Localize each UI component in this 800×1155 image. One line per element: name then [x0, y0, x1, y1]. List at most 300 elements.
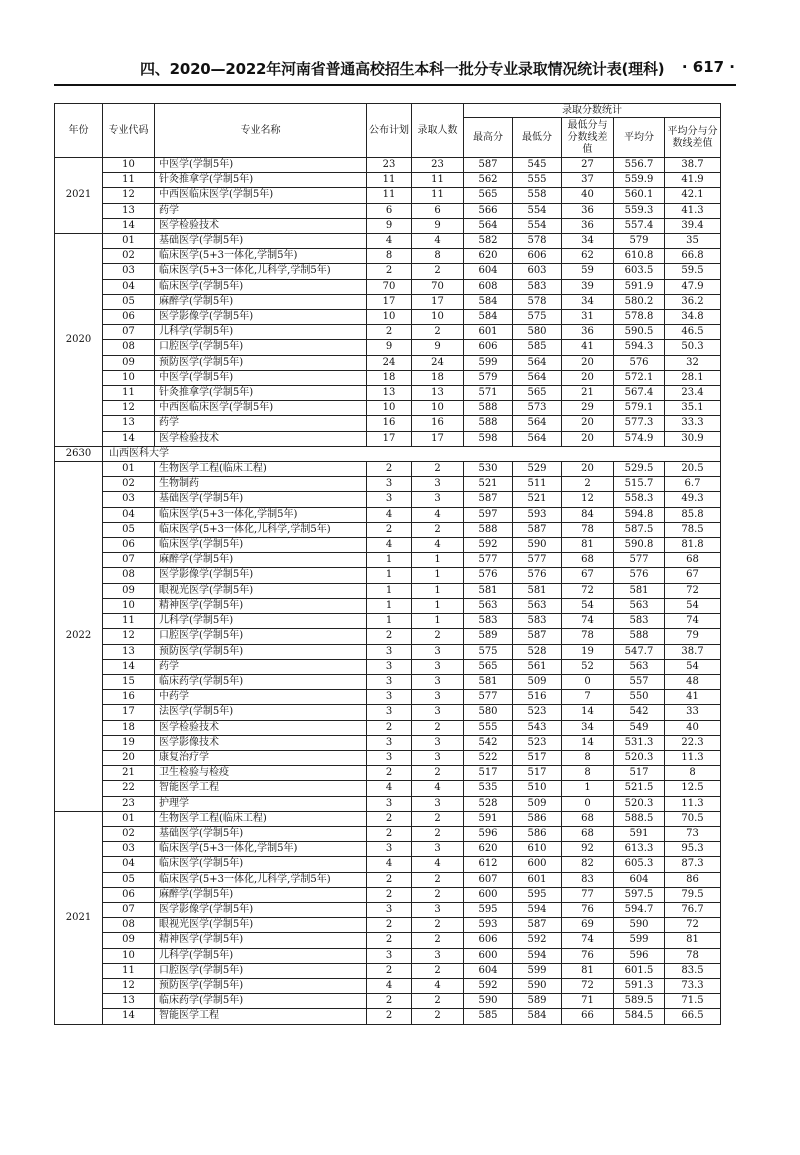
avg-score-cell: 577.3: [614, 416, 665, 431]
max-score-cell: 577: [464, 690, 513, 705]
admitted-cell: 3: [412, 659, 464, 674]
major-name-cell: 护理学: [155, 796, 367, 811]
table-row: [55, 994, 721, 1009]
planned-cell: 2: [367, 826, 412, 841]
table-row: [55, 796, 721, 811]
major-code-cell: 23: [103, 796, 155, 811]
max-score-cell: 576: [464, 568, 513, 583]
planned-cell: 3: [367, 902, 412, 917]
col-avg-diff: 平均分与分数线差值: [665, 118, 721, 158]
major-code-cell: 11: [103, 173, 155, 188]
planned-cell: 1: [367, 568, 412, 583]
planned-cell: 2: [367, 918, 412, 933]
major-code-cell: 10: [103, 158, 155, 173]
min-score-cell: 586: [513, 826, 562, 841]
planned-cell: 10: [367, 401, 412, 416]
major-code-cell: 04: [103, 279, 155, 294]
table-body: [55, 158, 721, 1025]
major-name-cell: 医学检验技术: [155, 218, 367, 233]
max-score-cell: 575: [464, 644, 513, 659]
avg-diff-cell: 22.3: [665, 735, 721, 750]
avg-score-cell: 590: [614, 918, 665, 933]
major-name-cell: 针灸推拿学(学制5年): [155, 386, 367, 401]
max-score-cell: 566: [464, 203, 513, 218]
max-score-cell: 601: [464, 325, 513, 340]
major-code-cell: 03: [103, 492, 155, 507]
admitted-cell: 10: [412, 310, 464, 325]
avg-diff-cell: 70.5: [665, 811, 721, 826]
table-row: [55, 781, 721, 796]
max-score-cell: 597: [464, 507, 513, 522]
admitted-cell: 3: [412, 492, 464, 507]
table-row: [55, 644, 721, 659]
avg-diff-cell: 54: [665, 659, 721, 674]
table-row: [55, 690, 721, 705]
min-score-cell: 587: [513, 918, 562, 933]
planned-cell: 2: [367, 264, 412, 279]
major-code-cell: 14: [103, 218, 155, 233]
major-code-cell: 21: [103, 766, 155, 781]
table-row: [55, 978, 721, 993]
planned-cell: 3: [367, 690, 412, 705]
planned-cell: 1: [367, 553, 412, 568]
table-row: [55, 659, 721, 674]
avg-diff-cell: 32: [665, 355, 721, 370]
planned-cell: 2: [367, 811, 412, 826]
min-score-cell: 594: [513, 948, 562, 963]
avg-diff-cell: 35: [665, 234, 721, 249]
min-diff-cell: 72: [562, 583, 614, 598]
min-diff-cell: 84: [562, 507, 614, 522]
min-diff-cell: 81: [562, 538, 614, 553]
avg-diff-cell: 41.3: [665, 203, 721, 218]
planned-cell: 2: [367, 994, 412, 1009]
table-row: [55, 477, 721, 492]
avg-diff-cell: 86: [665, 872, 721, 887]
table-row: [55, 842, 721, 857]
planned-cell: 2: [367, 872, 412, 887]
major-name-cell: 医学影像学(学制5年): [155, 568, 367, 583]
max-score-cell: 581: [464, 583, 513, 598]
max-score-cell: 591: [464, 811, 513, 826]
min-diff-cell: 12: [562, 492, 614, 507]
avg-score-cell: 587.5: [614, 522, 665, 537]
admitted-cell: 24: [412, 355, 464, 370]
min-score-cell: 523: [513, 705, 562, 720]
avg-diff-cell: 6.7: [665, 477, 721, 492]
avg-diff-cell: 23.4: [665, 386, 721, 401]
min-score-cell: 595: [513, 887, 562, 902]
min-diff-cell: 0: [562, 674, 614, 689]
major-name-cell: 医学检验技术: [155, 431, 367, 446]
major-name-cell: 中医学(学制5年): [155, 370, 367, 385]
major-code-cell: 09: [103, 583, 155, 598]
max-score-cell: 612: [464, 857, 513, 872]
avg-score-cell: 559.9: [614, 173, 665, 188]
avg-diff-cell: 33.3: [665, 416, 721, 431]
admitted-cell: 9: [412, 340, 464, 355]
min-diff-cell: 74: [562, 933, 614, 948]
major-name-cell: 针灸推拿学(学制5年): [155, 173, 367, 188]
max-score-cell: 565: [464, 659, 513, 674]
max-score-cell: 599: [464, 355, 513, 370]
table-row: [55, 614, 721, 629]
planned-cell: 6: [367, 203, 412, 218]
admitted-cell: 4: [412, 507, 464, 522]
major-code-cell: 10: [103, 598, 155, 613]
major-code-cell: 09: [103, 933, 155, 948]
min-diff-cell: 62: [562, 249, 614, 264]
major-name-cell: 基础医学(学制5年): [155, 826, 367, 841]
min-score-cell: 585: [513, 340, 562, 355]
admitted-cell: 16: [412, 416, 464, 431]
planned-cell: 3: [367, 842, 412, 857]
col-major-name: 专业名称: [155, 104, 367, 158]
major-code-cell: 14: [103, 659, 155, 674]
min-score-cell: 590: [513, 538, 562, 553]
col-max: 最高分: [464, 118, 513, 158]
min-score-cell: 578: [513, 234, 562, 249]
avg-diff-cell: 83.5: [665, 963, 721, 978]
planned-cell: 1: [367, 598, 412, 613]
max-score-cell: 584: [464, 294, 513, 309]
avg-diff-cell: 8: [665, 766, 721, 781]
min-diff-cell: 77: [562, 887, 614, 902]
major-name-cell: 药学: [155, 659, 367, 674]
table-row: [55, 325, 721, 340]
major-name-cell: 预防医学(学制5年): [155, 644, 367, 659]
admitted-cell: 2: [412, 462, 464, 477]
table-row: [55, 310, 721, 325]
table-row: [55, 522, 721, 537]
avg-score-cell: 590.8: [614, 538, 665, 553]
min-score-cell: 594: [513, 902, 562, 917]
min-score-cell: 561: [513, 659, 562, 674]
planned-cell: 13: [367, 386, 412, 401]
admitted-cell: 2: [412, 522, 464, 537]
avg-diff-cell: 42.1: [665, 188, 721, 203]
max-score-cell: 596: [464, 826, 513, 841]
table-row: [55, 583, 721, 598]
min-score-cell: 517: [513, 766, 562, 781]
min-diff-cell: 76: [562, 902, 614, 917]
avg-diff-cell: 66.5: [665, 1009, 721, 1024]
major-code-cell: 13: [103, 994, 155, 1009]
min-diff-cell: 36: [562, 203, 614, 218]
min-score-cell: 606: [513, 249, 562, 264]
major-name-cell: 医学影像学(学制5年): [155, 310, 367, 325]
min-diff-cell: 81: [562, 963, 614, 978]
min-score-cell: 554: [513, 203, 562, 218]
major-code-cell: 12: [103, 978, 155, 993]
major-code-cell: 07: [103, 325, 155, 340]
avg-score-cell: 515.7: [614, 477, 665, 492]
major-name-cell: 医学检验技术: [155, 720, 367, 735]
planned-cell: 2: [367, 963, 412, 978]
avg-score-cell: 610.8: [614, 249, 665, 264]
planned-cell: 1: [367, 583, 412, 598]
major-code-cell: 16: [103, 690, 155, 705]
planned-cell: 2: [367, 629, 412, 644]
admitted-cell: 2: [412, 264, 464, 279]
major-name-cell: 中药学: [155, 690, 367, 705]
avg-score-cell: 594.8: [614, 507, 665, 522]
major-name-cell: 基础医学(学制5年): [155, 492, 367, 507]
avg-score-cell: 591: [614, 826, 665, 841]
admitted-cell: 11: [412, 188, 464, 203]
avg-diff-cell: 34.8: [665, 310, 721, 325]
min-diff-cell: 20: [562, 370, 614, 385]
max-score-cell: 588: [464, 401, 513, 416]
admitted-cell: 3: [412, 750, 464, 765]
min-score-cell: 564: [513, 355, 562, 370]
planned-cell: 3: [367, 477, 412, 492]
avg-score-cell: 594.7: [614, 902, 665, 917]
min-diff-cell: 27: [562, 158, 614, 173]
major-name-cell: 麻醉学(学制5年): [155, 887, 367, 902]
major-code-cell: 02: [103, 477, 155, 492]
major-name-cell: 预防医学(学制5年): [155, 355, 367, 370]
major-name-cell: 智能医学工程: [155, 1009, 367, 1024]
planned-cell: 3: [367, 644, 412, 659]
min-diff-cell: 37: [562, 173, 614, 188]
major-name-cell: 临床医学(学制5年): [155, 279, 367, 294]
table-row: [55, 462, 721, 477]
planned-cell: 2: [367, 462, 412, 477]
admitted-cell: 2: [412, 994, 464, 1009]
major-code-cell: 08: [103, 918, 155, 933]
avg-score-cell: 605.3: [614, 857, 665, 872]
avg-score-cell: 563: [614, 659, 665, 674]
min-diff-cell: 7: [562, 690, 614, 705]
max-score-cell: 562: [464, 173, 513, 188]
avg-score-cell: 588.5: [614, 811, 665, 826]
major-code-cell: 11: [103, 614, 155, 629]
max-score-cell: 530: [464, 462, 513, 477]
col-admitted: 录取人数: [412, 104, 464, 158]
min-diff-cell: 8: [562, 750, 614, 765]
max-score-cell: 564: [464, 218, 513, 233]
major-code-cell: 07: [103, 902, 155, 917]
major-code-cell: 05: [103, 522, 155, 537]
min-diff-cell: 59: [562, 264, 614, 279]
avg-score-cell: 578.8: [614, 310, 665, 325]
major-code-cell: 06: [103, 310, 155, 325]
avg-score-cell: 603.5: [614, 264, 665, 279]
major-code-cell: 13: [103, 416, 155, 431]
planned-cell: 2: [367, 766, 412, 781]
avg-score-cell: 591.9: [614, 279, 665, 294]
admitted-cell: 2: [412, 963, 464, 978]
admitted-cell: 17: [412, 294, 464, 309]
avg-diff-cell: 49.3: [665, 492, 721, 507]
avg-diff-cell: 35.1: [665, 401, 721, 416]
table-row: [55, 492, 721, 507]
planned-cell: 2: [367, 720, 412, 735]
admitted-cell: 2: [412, 766, 464, 781]
table-header: [55, 104, 721, 158]
min-score-cell: 590: [513, 978, 562, 993]
avg-diff-cell: 47.9: [665, 279, 721, 294]
major-code-cell: 04: [103, 507, 155, 522]
min-diff-cell: 76: [562, 948, 614, 963]
avg-score-cell: 601.5: [614, 963, 665, 978]
avg-score-cell: 542: [614, 705, 665, 720]
max-score-cell: 620: [464, 249, 513, 264]
min-score-cell: 528: [513, 644, 562, 659]
min-score-cell: 589: [513, 994, 562, 1009]
min-score-cell: 575: [513, 310, 562, 325]
avg-score-cell: 558.3: [614, 492, 665, 507]
max-score-cell: 584: [464, 310, 513, 325]
min-score-cell: 587: [513, 629, 562, 644]
min-score-cell: 573: [513, 401, 562, 416]
avg-diff-cell: 78: [665, 948, 721, 963]
avg-diff-cell: 12.5: [665, 781, 721, 796]
avg-score-cell: 589.5: [614, 994, 665, 1009]
table-row: [55, 750, 721, 765]
planned-cell: 3: [367, 674, 412, 689]
planned-cell: 2: [367, 1009, 412, 1024]
avg-score-cell: 559.3: [614, 203, 665, 218]
min-diff-cell: 39: [562, 279, 614, 294]
min-score-cell: 509: [513, 674, 562, 689]
avg-diff-cell: 11.3: [665, 796, 721, 811]
major-code-cell: 15: [103, 674, 155, 689]
min-diff-cell: 1: [562, 781, 614, 796]
min-diff-cell: 20: [562, 355, 614, 370]
major-code-cell: 10: [103, 948, 155, 963]
avg-diff-cell: 38.7: [665, 158, 721, 173]
admitted-cell: 13: [412, 386, 464, 401]
avg-score-cell: 520.3: [614, 796, 665, 811]
avg-diff-cell: 20.5: [665, 462, 721, 477]
min-diff-cell: 69: [562, 918, 614, 933]
major-code-cell: 06: [103, 887, 155, 902]
major-code-cell: 04: [103, 857, 155, 872]
table-row: [55, 811, 721, 826]
table-row: [55, 598, 721, 613]
max-score-cell: 517: [464, 766, 513, 781]
min-diff-cell: 83: [562, 872, 614, 887]
avg-diff-cell: 66.8: [665, 249, 721, 264]
admitted-cell: 1: [412, 598, 464, 613]
min-score-cell: 564: [513, 416, 562, 431]
admitted-cell: 3: [412, 705, 464, 720]
max-score-cell: 587: [464, 158, 513, 173]
admitted-cell: 6: [412, 203, 464, 218]
min-diff-cell: 82: [562, 857, 614, 872]
min-diff-cell: 31: [562, 310, 614, 325]
planned-cell: 4: [367, 234, 412, 249]
min-score-cell: 599: [513, 963, 562, 978]
avg-score-cell: 581: [614, 583, 665, 598]
min-diff-cell: 21: [562, 386, 614, 401]
avg-score-cell: 567.4: [614, 386, 665, 401]
admitted-cell: 4: [412, 538, 464, 553]
major-code-cell: 12: [103, 188, 155, 203]
avg-diff-cell: 48: [665, 674, 721, 689]
planned-cell: 3: [367, 735, 412, 750]
table-row: [55, 948, 721, 963]
max-score-cell: 577: [464, 553, 513, 568]
table-row: [55, 370, 721, 385]
admitted-cell: 2: [412, 629, 464, 644]
admitted-cell: 4: [412, 781, 464, 796]
avg-score-cell: 563: [614, 598, 665, 613]
min-score-cell: 529: [513, 462, 562, 477]
col-planned: 公布计划: [367, 104, 412, 158]
min-score-cell: 563: [513, 598, 562, 613]
planned-cell: 8: [367, 249, 412, 264]
planned-cell: 17: [367, 294, 412, 309]
major-name-cell: 麻醉学(学制5年): [155, 294, 367, 309]
min-score-cell: 576: [513, 568, 562, 583]
min-score-cell: 586: [513, 811, 562, 826]
planned-cell: 4: [367, 857, 412, 872]
max-score-cell: 583: [464, 614, 513, 629]
major-name-cell: 中西医临床医学(学制5年): [155, 188, 367, 203]
major-name-cell: 临床医学(学制5年): [155, 857, 367, 872]
max-score-cell: 563: [464, 598, 513, 613]
admitted-cell: 2: [412, 918, 464, 933]
planned-cell: 9: [367, 340, 412, 355]
planned-cell: 23: [367, 158, 412, 173]
admitted-cell: 4: [412, 234, 464, 249]
major-code-cell: 01: [103, 811, 155, 826]
max-score-cell: 607: [464, 872, 513, 887]
avg-diff-cell: 36.2: [665, 294, 721, 309]
col-avg: 平均分: [614, 118, 665, 158]
major-code-cell: 14: [103, 431, 155, 446]
min-diff-cell: 0: [562, 796, 614, 811]
planned-cell: 4: [367, 781, 412, 796]
min-score-cell: 516: [513, 690, 562, 705]
table-row: [55, 902, 721, 917]
admitted-cell: 2: [412, 872, 464, 887]
min-score-cell: 517: [513, 750, 562, 765]
planned-cell: 2: [367, 325, 412, 340]
major-name-cell: 康复治疗学: [155, 750, 367, 765]
major-code-cell: 03: [103, 842, 155, 857]
table-row: [55, 826, 721, 841]
major-name-cell: 临床医学(5+3一体化,学制5年): [155, 842, 367, 857]
planned-cell: 2: [367, 887, 412, 902]
avg-diff-cell: 71.5: [665, 994, 721, 1009]
major-name-cell: 药学: [155, 416, 367, 431]
min-score-cell: 555: [513, 173, 562, 188]
planned-cell: 2: [367, 933, 412, 948]
major-name-cell: 生物医学工程(临床工程): [155, 462, 367, 477]
admitted-cell: 3: [412, 690, 464, 705]
major-name-cell: 眼视光医学(学制5年): [155, 583, 367, 598]
table-row: [55, 386, 721, 401]
year-cell: 2021: [55, 811, 103, 1024]
avg-score-cell: 560.1: [614, 188, 665, 203]
min-score-cell: 592: [513, 933, 562, 948]
table-row: [55, 401, 721, 416]
max-score-cell: 585: [464, 1009, 513, 1024]
col-score-group: 录取分数统计: [464, 104, 721, 118]
admitted-cell: 3: [412, 644, 464, 659]
min-score-cell: 601: [513, 872, 562, 887]
min-score-cell: 583: [513, 614, 562, 629]
avg-diff-cell: 41: [665, 690, 721, 705]
min-diff-cell: 14: [562, 735, 614, 750]
major-code-cell: 05: [103, 294, 155, 309]
year-cell: 2021: [55, 158, 103, 234]
avg-score-cell: 529.5: [614, 462, 665, 477]
